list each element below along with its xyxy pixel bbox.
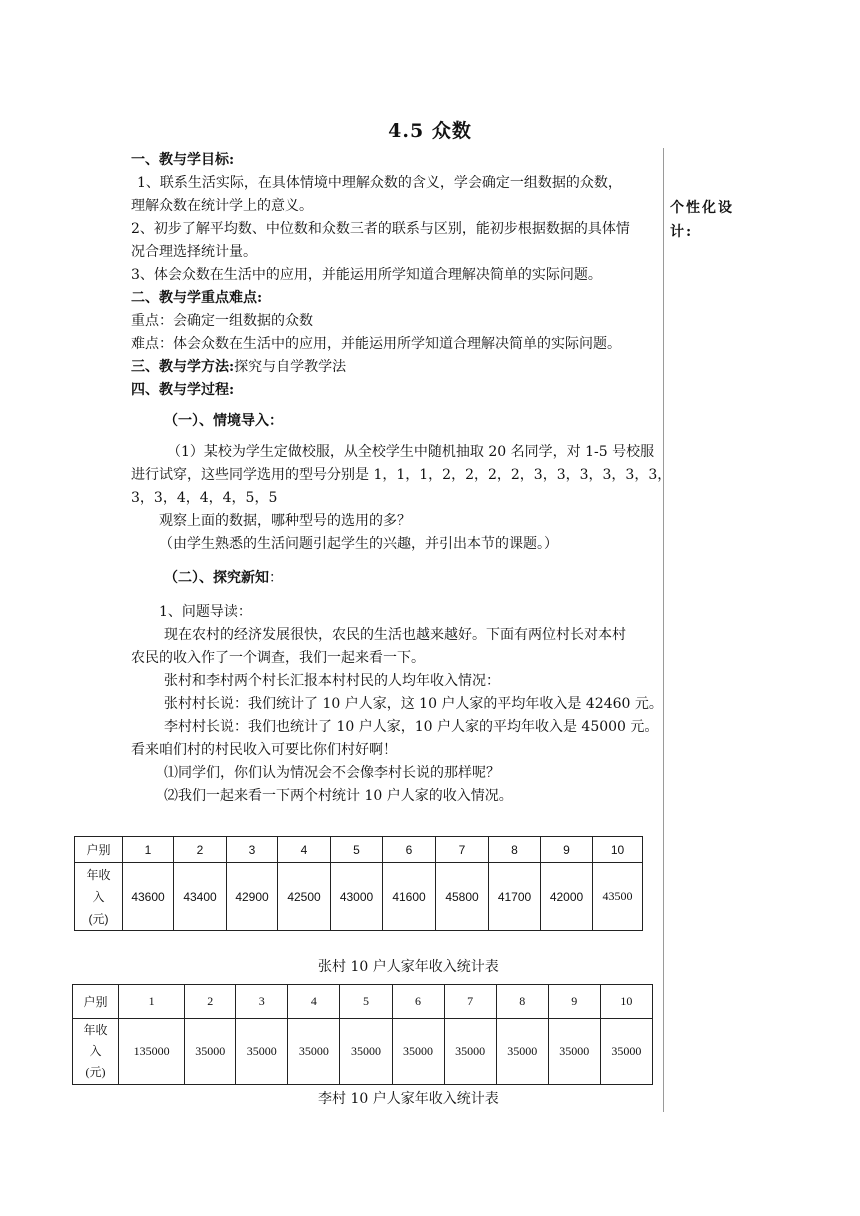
table-cell: 9 [548,985,600,1019]
section-3-row [131,357,346,377]
income-label-line: 入 [89,1044,102,1058]
income-label [75,863,123,931]
table-cell: 35000 [392,1019,444,1085]
inquiry-line-4: 张村和李村两个村长汇报本村村民的人均年收入情况： [164,673,500,689]
table-cell: 43600 [123,863,174,931]
table-cell: 35000 [185,1019,236,1085]
personalized-design-label: 个性化设计: [670,200,734,240]
inquiry-line-5: 张村村长说：我们统计了 10 户人家，这 10 户人家的平均年收入是 42460 元。 [164,696,663,712]
table-cell: 42500 [278,863,331,931]
inquiry-line-7: 看来咱们村的村民收入可要比你们村好啊！ [131,742,397,758]
table-cell: 35000 [288,1019,340,1085]
zhang-table-caption: 张村 10 户人家年收入统计表 [318,959,499,975]
inquiry-line-3: 农民的收入作了一个调查，我们一起来看一下。 [131,650,425,666]
table-cell: 35000 [236,1019,288,1085]
goal-line-4: 况合理选择统计量。 [131,244,257,260]
table-cell: 43000 [331,863,383,931]
income-label [73,1019,119,1085]
margin-divider [663,148,664,1112]
difficulty-line: 难点：体会众数在生活中的应用，并能运用所学知道合理解决简单的实际问题。 [131,336,621,352]
table-cell: 8 [489,837,541,863]
table-cell: 1 [123,837,174,863]
income-label-line: 年收 [83,1023,108,1037]
section-2-heading: 二、教与学重点难点: [131,290,263,306]
table-cell: 35000 [444,1019,496,1085]
household-header: 户别 [75,837,123,863]
table-row [73,1019,653,1085]
scenario-line-2: 进行试穿，这些同学选用的型号分别是 1，1，1，2，2，2，2，3，3，3，3，3，3， [131,467,672,483]
scenario-line-5: （由学生熟悉的生活问题引起学生的兴趣，并引出本节的课题。） [159,536,558,552]
income-label-line: 年收 [86,867,111,882]
table-cell: 4 [278,837,331,863]
goal-line-5: 3、体会众数在生活中的应用，并能运用所学知道合理解决简单的实际问题。 [131,267,602,283]
table-cell: 2 [174,837,227,863]
table-cell: 4 [288,985,340,1019]
inquiry-line-8: ⑴同学们，你们认为情况会不会像李村长说的那样呢？ [164,765,500,781]
table-cell: 5 [331,837,383,863]
page-title: 4.5 众数 [388,120,472,142]
table-header-row [73,985,653,1019]
inquiry-line-1: 1、问题导读： [159,604,252,620]
table-cell: 135000 [119,1019,185,1085]
table-cell: 6 [392,985,444,1019]
table-cell: 1 [119,985,185,1019]
scenario-line-3: 3，3，4，4，4，5，5 [131,490,278,506]
li-village-income-table [72,984,653,1085]
table-cell: 8 [496,985,548,1019]
goal-line-3: 2、初步了解平均数、中位数和众数三者的联系与区别，能初步根据数据的具体情 [131,221,630,237]
table-cell: 35000 [340,1019,392,1085]
household-header: 户别 [73,985,119,1019]
table-cell: 2 [185,985,236,1019]
table-row [75,863,643,931]
table-cell: 43400 [174,863,227,931]
table-cell: 45800 [436,863,489,931]
income-label-line: (元) [88,911,109,926]
table-cell: 35000 [548,1019,600,1085]
key-point-line: 重点：会确定一组数据的众数 [131,313,313,329]
goal-line-1: 1、联系生活实际，在具体情境中理解众数的含义，学会确定一组数据的众数， [137,175,622,191]
table-cell: 3 [227,837,278,863]
goal-line-2: 理解众数在统计学上的意义。 [131,198,313,214]
table-header-row [75,837,643,863]
table-cell: 42900 [227,863,278,931]
zhang-village-income-table [74,836,643,931]
scenario-line-4: 观察上面的数据，哪种型号的选用的多？ [159,513,411,529]
method-text: 探究与自学教学法 [234,359,347,375]
table-cell: 35000 [496,1019,548,1085]
table-cell: 42000 [541,863,593,931]
table-cell: 41600 [383,863,436,931]
table-cell: 10 [600,985,652,1019]
table-cell: 9 [541,837,593,863]
li-table-caption: 李村 10 户人家年收入统计表 [318,1091,499,1107]
section-1-heading: 一、教与学目标: [131,152,235,168]
table-cell: 35000 [600,1019,652,1085]
part-1-heading: （一）、情境导入： [164,413,283,429]
table-cell: 41700 [489,863,541,931]
inquiry-line-9: ⑵我们一起来看一下两个村统计 10 户人家的收入情况。 [164,788,513,804]
table-cell: 10 [593,837,643,863]
income-label-line: 入 [92,889,105,904]
section-4-heading: 四、教与学过程: [131,382,235,398]
table-cell: 7 [436,837,489,863]
table-cell: 7 [444,985,496,1019]
table-cell: 5 [340,985,392,1019]
table-cell: 6 [383,837,436,863]
table-cell: 3 [236,985,288,1019]
scenario-line-1: （1）某校为学生定做校服，从全校学生中随机抽取 20 名同学，对 1-5 号校服 [167,444,655,460]
part-2-heading: （二）、探究新知 [164,570,269,586]
inquiry-line-6: 李村村长说：我们也统计了 10 户人家，10 户人家的平均年收入是 45000 元。 [164,719,659,735]
section-3-heading: 三、教与学方法: [131,359,235,375]
income-label-line: (元) [85,1065,106,1079]
part-2-colon: ： [269,570,283,586]
table-cell: 43500 [593,863,643,931]
part-2-heading-row [164,568,283,588]
inquiry-line-2: 现在农村的经济发展很快，农民的生活也越来越好。下面有两位村长对本村 [164,627,626,643]
